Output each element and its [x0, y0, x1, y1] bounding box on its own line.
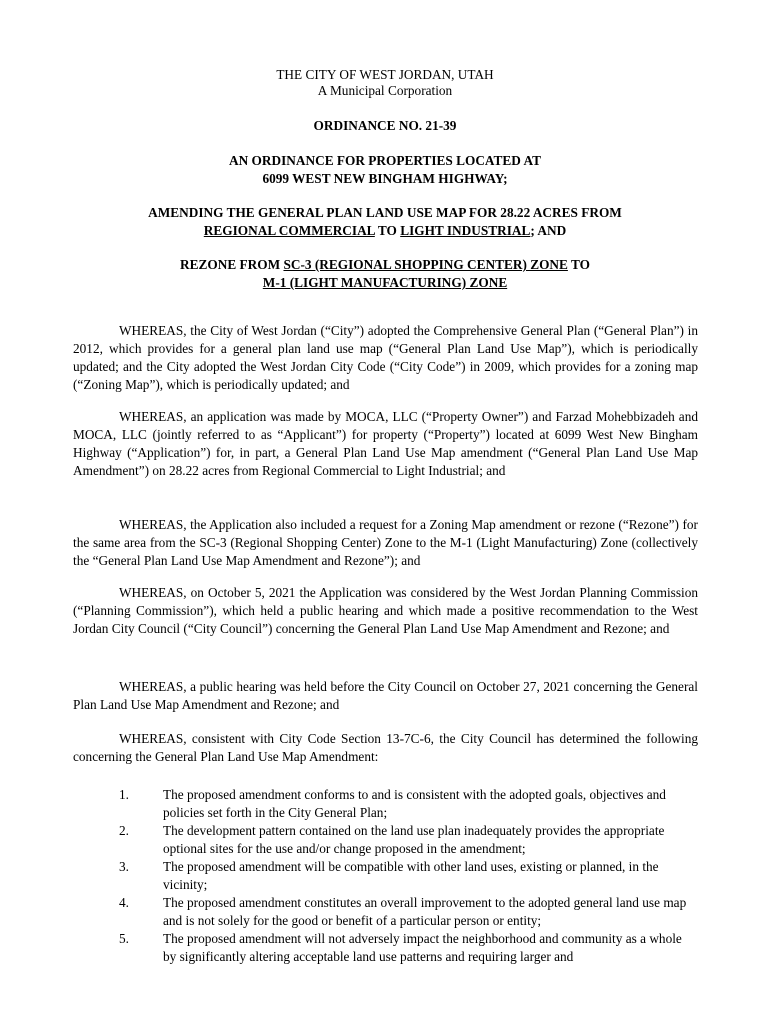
list-item	[73, 894, 698, 930]
list-text: The proposed amendment will not adversely impact the neighborhood and community as a whole by significantly altering acceptable land use patterns and requiring larger and	[163, 931, 682, 964]
list-item	[73, 786, 698, 822]
paragraph-text: WHEREAS, consistent with City Code Section 13-7C-6, the City Council has determined the following concerning the General Plan Land Use Map Amendment:	[73, 731, 698, 764]
paragraph-text: WHEREAS, the Application also included a request for a Zoning Map amendment or rezone (“Rezone”) for the same area from the SC-3 (Regional Shopping Center) Zone to the M-1 (Light Manufacturing) Zone (collectively the “General Plan Land Use Map Amendment and Rezone”); and	[73, 517, 698, 568]
ordinance-title	[0, 152, 770, 188]
rezone-to: M-1 (LIGHT MANUFACTURING) ZONE	[262, 275, 508, 290]
list-text: The proposed amendment conforms to and is consistent with the adopted goals, objectives and policies set forth in the City General Plan;	[163, 787, 666, 820]
list-text: The proposed amendment will be compatible with other land uses, existing or planned, in the vicinity;	[163, 859, 659, 892]
whereas-paragraph	[73, 516, 698, 570]
paragraph-text: WHEREAS, the City of West Jordan (“City”) adopted the Comprehensive General Plan (“General Plan”) in 2012, which provides for a general plan land use map (“General Plan Land Use Map”), which is periodically updated; and the City adopted the West Jordan City Code (“City Code”) in 2009, which provides for a zoning map (“Zoning Map”), which is periodically updated; and	[73, 323, 698, 392]
city-header: THE CITY OF WEST JORDAN, UTAH	[276, 67, 494, 82]
amendment-line-1: AMENDING THE GENERAL PLAN LAND USE MAP FOR 28.22 ACRES FROM	[148, 205, 622, 220]
amend-end: ; AND	[530, 223, 567, 238]
list-number: 3.	[119, 859, 129, 874]
list-text: The proposed amendment constitutes an overall improvement to the adopted general land use map and is not solely for the good or benefit of a particular person or entity;	[163, 895, 687, 928]
ordinance-number: ORDINANCE NO. 21-39	[313, 118, 457, 133]
paragraph-text: WHEREAS, an application was made by MOCA, LLC (“Property Owner”) and Farzad Mohebbizadeh and MOCA, LLC (jointly referred to as “Applicant”) for property (“Property”) located at 6099 West New Bingham Highway (“Application”) for, in part, a General Plan Land Use Map amendment (“General Plan Land Use Map Amendment”) on 28.22 acres from Regional Commercial to Light Industrial; and	[73, 409, 698, 478]
amend-to: LIGHT INDUSTRIAL	[400, 223, 531, 238]
paragraph-text: WHEREAS, on October 5, 2021 the Application was considered by the West Jordan Planning Commission (“Planning Commission”), which held a public hearing and which made a positive recommendation to the West Jordan City Council (“City Council”) concerning the General Plan Land Use Map Amendment and Rezone; and	[73, 585, 698, 636]
list-number: 4.	[119, 895, 129, 910]
amendment-title	[0, 204, 770, 240]
title-line-2: 6099 WEST NEW BINGHAM HIGHWAY;	[262, 171, 508, 186]
corporation-subheader: A Municipal Corporation	[317, 83, 453, 98]
list-item	[73, 858, 698, 894]
rezone-from: SC-3 (REGIONAL SHOPPING CENTER) ZONE	[283, 257, 568, 272]
list-number: 5.	[119, 931, 129, 946]
list-text: The development pattern contained on the land use plan inadequately provides the appropriate optional sites for the use and/or change proposed in the amendment;	[163, 823, 665, 856]
findings-list	[73, 786, 698, 966]
whereas-paragraph	[73, 730, 698, 766]
list-item	[73, 822, 698, 858]
amendment-line-2	[0, 222, 770, 240]
whereas-paragraph	[73, 408, 698, 480]
whereas-paragraph	[73, 678, 698, 714]
list-number: 1.	[119, 787, 129, 802]
title-line-1: AN ORDINANCE FOR PROPERTIES LOCATED AT	[229, 153, 541, 168]
paragraph-text: WHEREAS, a public hearing was held before the City Council on October 27, 2021 concerning the General Plan Land Use Map Amendment and Rezone; and	[73, 679, 698, 712]
rezone-title	[0, 256, 770, 292]
rezone-prefix: REZONE FROM	[180, 257, 284, 272]
rezone-line-2	[0, 274, 770, 292]
rezone-to-word: TO	[567, 257, 590, 272]
list-number: 2.	[119, 823, 129, 838]
list-item	[73, 930, 698, 966]
amend-from: REGIONAL COMMERCIAL	[203, 223, 375, 238]
rezone-line-1	[0, 256, 770, 274]
whereas-paragraph	[73, 322, 698, 394]
whereas-paragraph	[73, 584, 698, 638]
amend-to-word: TO	[374, 223, 401, 238]
